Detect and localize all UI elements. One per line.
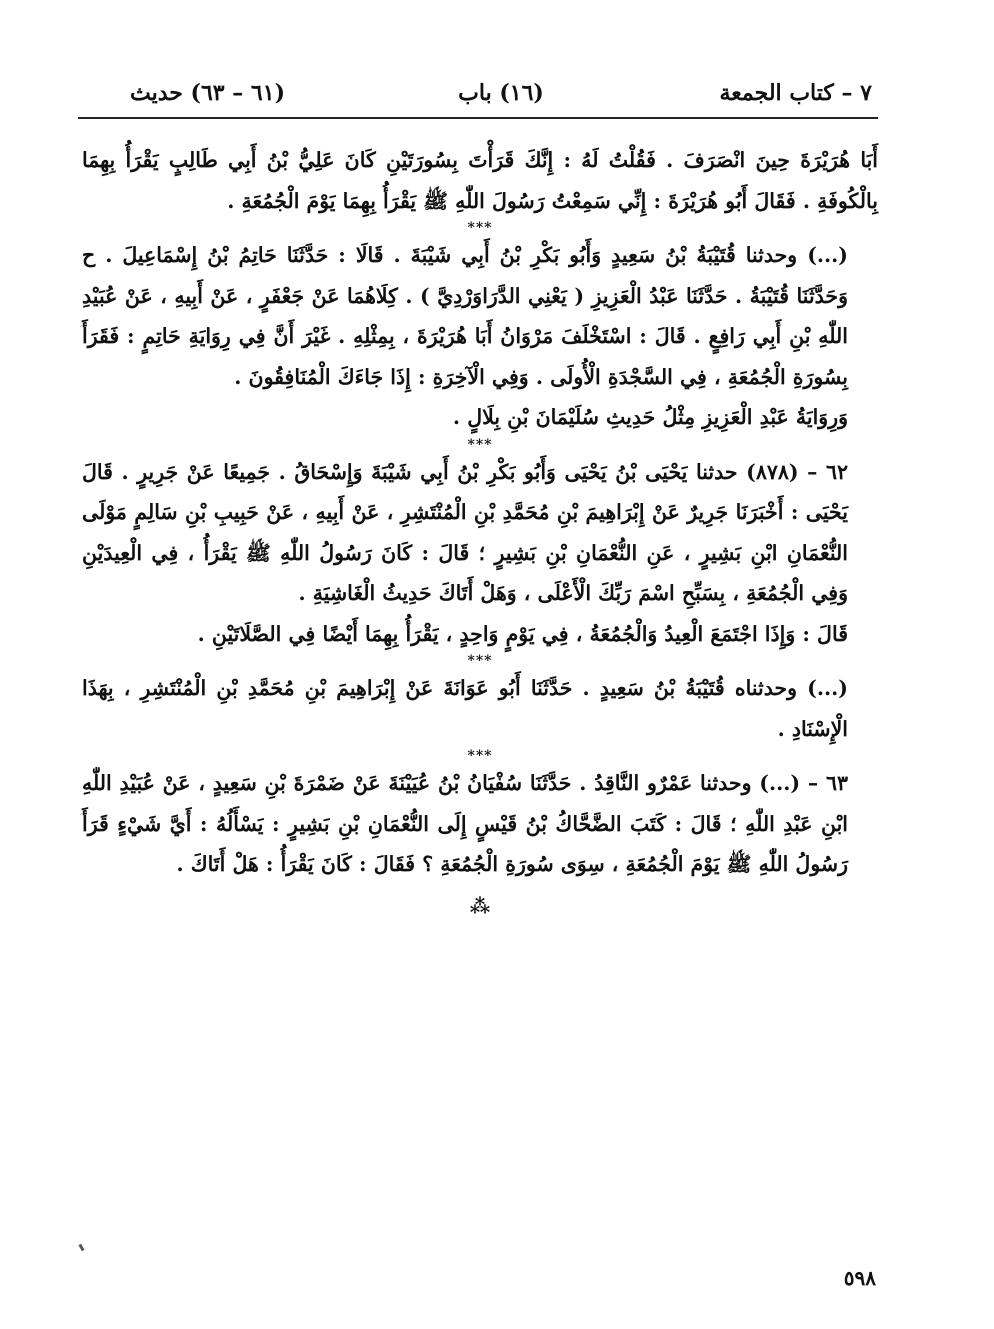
paragraph: ٦٣ – (...) وحدثنا عَمْرٌو النَّاقِدُ . حَدَّثَنَا سُفْيَانُ بْنُ عُيَيْنَةَ عَنْ ضَمْرَةَ بْنِ سَعِيدٍ ، عَنْ عُبَيْدِ اللّٰهِ ابْنِ عَبْدِ اللّٰهِ ؛ قَالَ : كَتَبَ الضَّحَّاكُ بْنُ قَيْسٍ إِلَى النُّعْمَانِ بْنِ بَشِيرٍ : يَسْأَلُهُ : أَيَّ شَيْءٍ قَرَأَ رَسُولُ اللّٰهِ ﷺ يَوْمَ الْجُمُعَةِ ، سِوَى سُورَةِ الْجُمُعَةِ ؟ فَقَالَ : كَانَ يَقْرَأُ : هَلْ أَتَاكَ . (82, 771, 848, 876)
end-ornament: ⁂ (469, 893, 491, 918)
paragraph: ٦٢ – (٨٧٨) حدثنا يَحْيَى بْنُ يَحْيَى وَأَبُو بَكْرِ بْنُ أَبِي شَيْبَةَ وَإِسْحَاقُ . جَمِيعًا عَنْ جَرِيرٍ . قَالَ يَحْيَى : أَخْبَرَنَا جَرِيرٌ عَنْ إِبْرَاهِيمَ بْنِ مُحَمَّدِ بْنِ الْمُنْتَشِرِ ، عَنْ أَبِيهِ ، عَنْ حَبِيبِ بْنِ سَالِمٍ مَوْلَى النُّعْمَانِ ابْنِ بَشِيرٍ ، عَنِ النُّعْمَانِ بْنِ بَشِيرٍ ؛ قَالَ : كَانَ رَسُولُ اللّٰهِ ﷺ يَقْرَأُ ، فِي الْعِيدَيْنِ وَفِي الْجُمُعَةِ ، بِسَبِّحِ اسْمَ رَبِّكَ الْأَعْلَى ، وَهَلْ أَتَاكَ حَدِيثُ الْغَاشِيَةِ . (82, 459, 848, 605)
section-separator: *** (467, 220, 493, 236)
section-separator: *** (467, 436, 493, 453)
paragraph: قَالَ : وَإِذَا اجْتَمَعَ الْعِيدُ وَالْجُمُعَةُ ، فِي يَوْمٍ وَاحِدٍ ، يَقْرَأُ بِهِمَا أَيْضًا فِي الصَّلَاتَيْنِ . (197, 621, 848, 646)
paragraph: (...) وحدثناه قُتَيْبَةُ بْنُ سَعِيدٍ . حَدَّثَنَا أَبُو عَوَانَةَ عَنْ إِبْرَاهِيمَ بْنِ مُحَمَّدِ بْنِ الْمُنْتَشِرِ ، بِهَذَا الْإِسْنَادِ . (82, 676, 848, 741)
chapter-label: (١٦) باب (458, 80, 544, 106)
hadith-range: (٦١ – ٦٣) حديث (130, 80, 285, 106)
header-rule (78, 117, 878, 119)
section-separator: *** (467, 653, 493, 669)
book-title: ٧ – كتاب الجمعة (719, 80, 872, 106)
running-header (130, 74, 872, 114)
paragraph: وَرِوَايَةُ عَبْدِ الْعَزِيزِ مِثْلُ حَدِيثِ سُلَيْمَانَ بْنِ بِلَالٍ . (452, 405, 848, 429)
page-number: ٥٩٨ (843, 1266, 876, 1290)
scan-mark (78, 1244, 84, 1252)
section-separator: *** (467, 748, 493, 764)
paragraph: أَبَا هُرَيْرَةَ حِينَ انْصَرَفَ . فَقُلْتُ لَهُ : إِنَّكَ قَرَأْتَ بِسُورَتَيْنِ كَانَ عَلِيُّ بْنُ أَبِي طَالِبٍ يَقْرَأُ بِهِمَا بِالْكُوفَةِ . فَقَالَ أَبُو هُرَيْرَةَ : إِنِّي سَمِعْتُ رَسُولَ اللّٰهِ ﷺ يَقْرَأُ بِهِمَا يَوْمَ الْجُمُعَةِ . (82, 148, 878, 213)
body-text (82, 140, 878, 919)
paragraph: (...) وحدثنا قُتَيْبَةُ بْنُ سَعِيدٍ وَأَبُو بَكْرِ بْنُ أَبِي شَيْبَةَ . قَالَا : حَدَّثَنَا حَاتِمُ بْنُ إِسْمَاعِيلَ . ح وَحَدَّثَنَا قُتَيْبَةُ . حَدَّثَنَا عَبْدُ الْعَزِيزِ ( يَعْنِي الدَّرَاوَرْدِيَّ ) . كِلَاهُمَا عَنْ جَعْفَرٍ ، عَنْ أَبِيهِ ، عَنْ عُبَيْدِ اللّٰهِ بْنِ أَبِي رَافِعٍ . قَالَ : اسْتَخْلَفَ مَرْوَانُ أَبَا هُرَيْرَةَ ، بِمِثْلِهِ . غَيْرَ أَنَّ فِي رِوَايَةِ حَاتِمٍ : فَقَرَأَ بِسُورَةِ الْجُمُعَةِ ، فِي السَّجْدَةِ الْأُولَى . وَفِي الْآخِرَةِ : إِذَا جَاءَكَ الْمُنَافِقُونَ . (82, 243, 848, 389)
